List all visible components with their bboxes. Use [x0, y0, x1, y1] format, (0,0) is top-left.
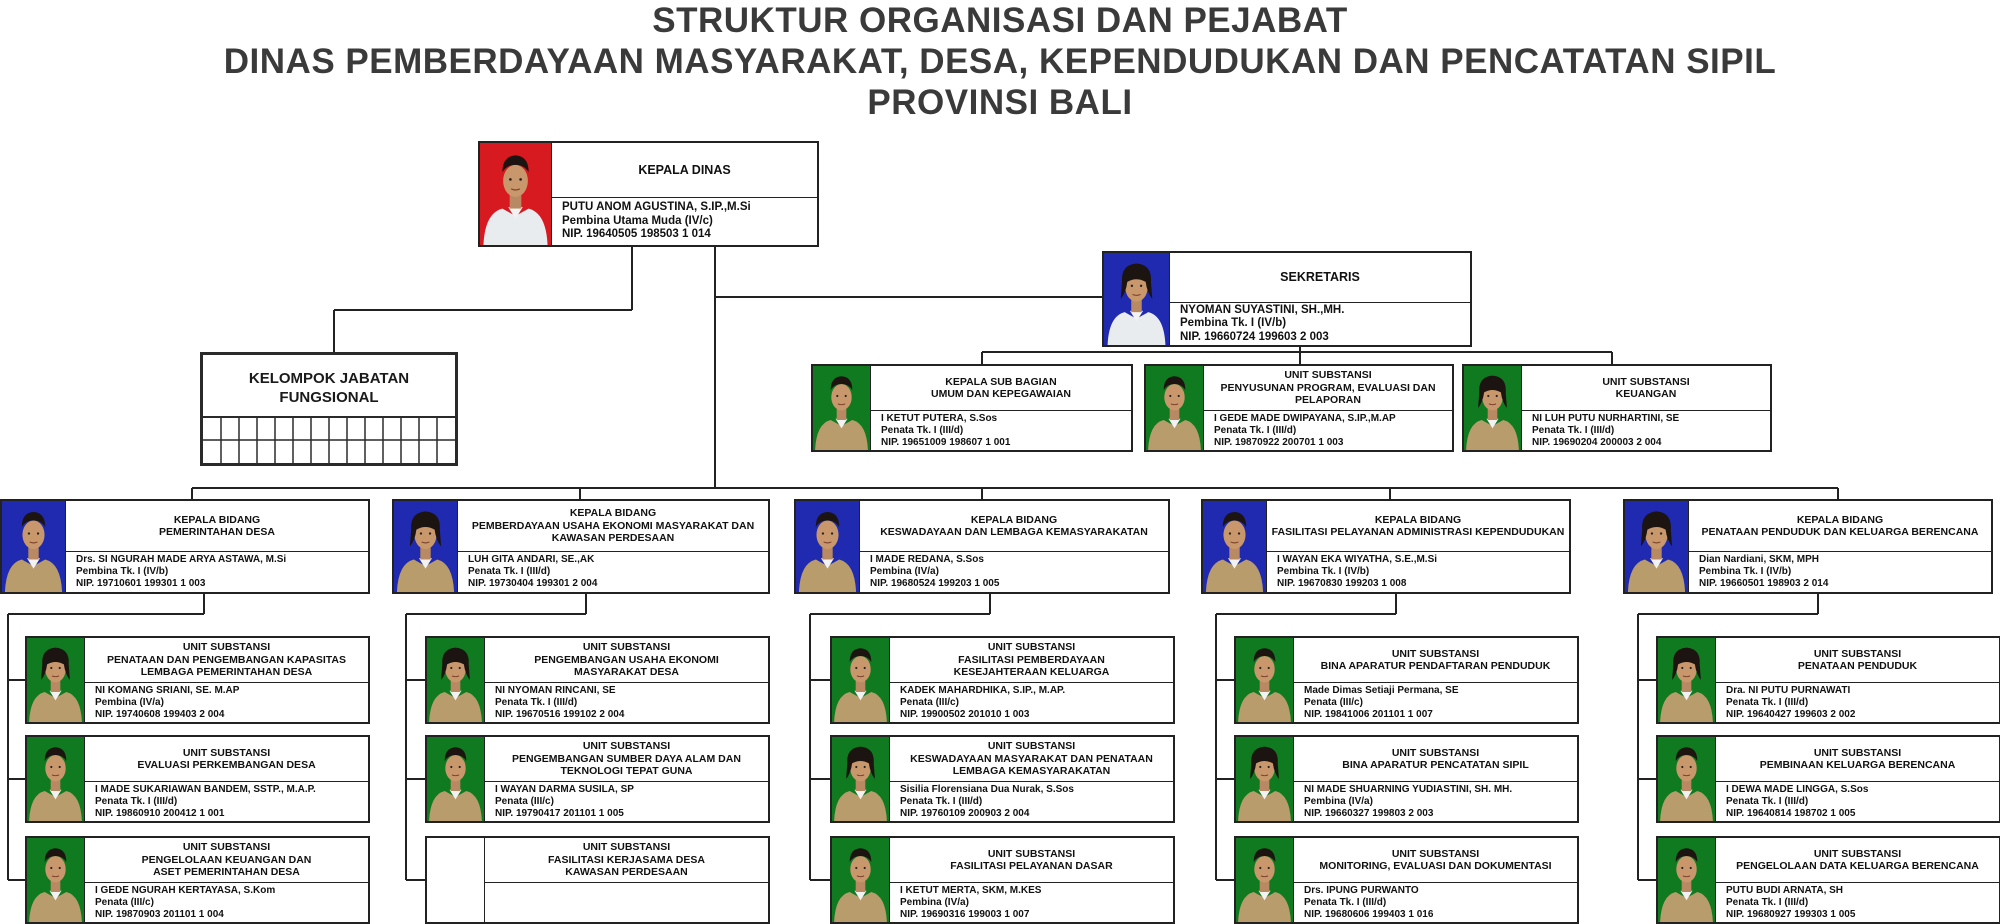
official-name: I GEDE NGURAH KERTAYASA, S.Kom: [95, 884, 276, 896]
official-nip: NIP. 19660327 199803 2 003: [1304, 807, 1434, 819]
position-title: [1267, 501, 1569, 552]
official-rank: Pembina (IV/a): [95, 696, 164, 708]
position-title: [1522, 366, 1770, 411]
position-title-line: UNIT SUBSTANSI: [582, 641, 671, 654]
official-photo: [1104, 253, 1170, 345]
official-photo: [427, 737, 485, 821]
official-rank: Penata (III/c): [95, 896, 154, 908]
position-title-line: KESWADAYAAN MASYARAKAT DAN PENATAAN: [910, 752, 1153, 765]
kelompok-jabatan-fungsional-box: [200, 352, 458, 466]
official-photo: [832, 638, 890, 722]
position-title-line: SEKRETARIS: [1280, 270, 1360, 285]
official-rank: Pembina (IV/a): [870, 566, 939, 577]
official-name: Drs. IPUNG PURWANTO: [1304, 884, 1419, 896]
position-title-line: KESWADAYAAN DAN LEMBAGA KEMASYARAKATAN: [880, 526, 1148, 538]
official-rank: Penata (III/c): [900, 696, 959, 708]
official-name: Made Dimas Setiaji Permana, SE: [1304, 684, 1459, 696]
position-title-line: UNIT SUBSTANSI: [1813, 847, 1902, 860]
position-title: [860, 501, 1168, 552]
position-title-line: KEUANGAN: [1615, 388, 1677, 400]
official-name: NI NYOMAN RINCANI, SE: [495, 684, 616, 696]
official-photo: [1236, 737, 1294, 821]
position-title: [890, 638, 1173, 683]
position-title: [1294, 737, 1577, 782]
position-title: [66, 501, 368, 552]
position-title: [1294, 638, 1577, 683]
official-rank: Pembina (IV/a): [900, 896, 969, 908]
position-title-line: FASILITASI PEMBERDAYAAN: [958, 653, 1105, 666]
official-name: NI MADE SHUARNING YUDIASTINI, SH. MH.: [1304, 783, 1513, 795]
official-nip: NIP. 19680524 199203 1 005: [870, 578, 1000, 589]
official-name: I WAYAN EKA WIYATHA, S.E.,M.Si: [1277, 554, 1438, 565]
official-name: Dian Nardiani, SKM, MPH: [1699, 554, 1820, 565]
position-title: [1716, 638, 1999, 683]
official-nip: NIP. 19730404 199301 2 004: [468, 578, 598, 589]
position-title-line: UNIT SUBSTANSI: [582, 740, 671, 753]
sekretariat-unit-card: [1144, 364, 1454, 452]
position-title-line: PENGELOLAAN KEUANGAN DAN: [141, 853, 312, 866]
unit-substansi-card: [1656, 836, 2000, 924]
official-photo: [480, 143, 552, 245]
official-photo: [27, 737, 85, 821]
official-rank: Penata Tk. I (III/d): [1726, 795, 1809, 807]
official-nip: NIP. 19870903 201101 1 004: [95, 908, 224, 920]
official-nip: NIP. 19660501 198903 2 014: [1699, 578, 1829, 589]
official-rank: Penata (III/c): [495, 795, 554, 807]
position-title-line: UNIT SUBSTANSI: [1602, 375, 1690, 388]
position-title-line: MASYARAKAT DESA: [573, 666, 679, 679]
position-title-line: UNIT SUBSTANSI: [182, 841, 271, 854]
official-nip: NIP. 19640427 199603 2 002: [1726, 708, 1856, 720]
official-rank: Pembina Tk. I (IV/b): [76, 566, 169, 577]
official-name: LUH GITA ANDARI, SE.,AK: [468, 554, 595, 565]
position-title: [485, 737, 768, 782]
official-nip: NIP. 19690204 200003 2 004: [1532, 436, 1662, 448]
official-nip: NIP. 19841006 201101 1 007: [1304, 708, 1433, 720]
fungsional-label-line1: KELOMPOK JABATAN: [248, 370, 410, 387]
official-name: Sisilia Florensiana Dua Nurak, S.Sos: [900, 783, 1074, 795]
official-rank: Penata Tk. I (III/d): [1304, 896, 1387, 908]
official-photo: [1236, 838, 1294, 922]
official-name: I MADE REDANA, S.Sos: [870, 554, 984, 565]
position-title: [85, 638, 368, 683]
position-title-line: LEMBAGA PEMERINTAHAN DESA: [140, 666, 313, 679]
official-name: NYOMAN SUYASTINI, SH.,MH.: [1180, 303, 1345, 316]
position-title: [552, 143, 817, 198]
position-title-line: UNIT SUBSTANSI: [582, 841, 671, 854]
unit-substansi-card: [425, 636, 770, 724]
official-nip: NIP. 19660724 199603 2 003: [1180, 330, 1329, 343]
official-photo: [796, 501, 860, 592]
official-nip: NIP. 19900502 201010 1 003: [900, 708, 1030, 720]
unit-substansi-card: [830, 636, 1175, 724]
unit-substansi-card: [1656, 735, 2000, 823]
position-title-line: FASILITASI PELAYANAN ADMINISTRASI KEPENDUDUKAN: [1271, 526, 1565, 538]
official-photo: [832, 737, 890, 821]
official-nip: NIP. 19640505 198503 1 014: [562, 228, 711, 241]
position-title: [1716, 737, 1999, 782]
position-title-line: UNIT SUBSTANSI: [182, 641, 271, 654]
position-title-line: PENATAAN PENDUDUK: [1797, 660, 1918, 672]
official-rank: Penata Tk. I (III/d): [900, 795, 983, 807]
fungsional-grid: [203, 416, 455, 463]
position-title-line: PEMBERDAYAAN USAHA EKONOMI MASYARAKAT DAN: [471, 519, 755, 532]
position-title-line: KEPALA SUB BAGIAN: [945, 375, 1057, 388]
unit-substansi-card: [1234, 735, 1579, 823]
position-title-line: KEPALA BIDANG: [1374, 513, 1462, 526]
official-photo: [1464, 366, 1522, 450]
position-title-line: UMUM DAN KEPEGAWAIAN: [930, 388, 1071, 400]
position-title: [890, 838, 1173, 883]
kepala-dinas-card: [478, 141, 819, 247]
official-nip: NIP. 19651009 198607 1 001: [881, 436, 1011, 448]
position-title-line: PENGEMBANGAN USAHA EKONOMI: [534, 653, 719, 666]
official-rank: Pembina (IV/a): [1304, 795, 1373, 807]
position-title-line: PEMERINTAHAN DESA: [159, 526, 275, 538]
official-name: I MADE SUKARIAWAN BANDEM, SSTP., M.A.P.: [95, 783, 316, 795]
unit-substansi-card: [830, 735, 1175, 823]
position-title-line: KAWASAN PERDESAAN: [551, 532, 675, 545]
position-title: [1204, 366, 1452, 411]
position-title-line: FASILITASI PELAYANAN DASAR: [950, 860, 1113, 872]
position-title-line: PENGELOLAAN DATA KELUARGA BERENCANA: [1736, 860, 1979, 872]
official-nip: NIP. 19870922 200701 1 003: [1214, 436, 1344, 448]
position-title-line: KEPALA BIDANG: [569, 507, 657, 520]
official-name: Dra. NI PUTU PURNAWATI: [1726, 684, 1851, 696]
official-name: Drs. SI NGURAH MADE ARYA ASTAWA, M.Si: [76, 554, 287, 565]
official-photo: [394, 501, 458, 592]
official-photo: [1203, 501, 1267, 592]
position-title: [1170, 253, 1470, 303]
sekretariat-unit-card: [811, 364, 1133, 452]
position-title-line: PENATAAN DAN PENGEMBANGAN KAPASITAS: [107, 653, 346, 666]
official-name: I DEWA MADE LINGGA, S.Sos: [1726, 783, 1869, 795]
fungsional-label-line2: FUNGSIONAL: [279, 389, 379, 406]
position-title-line: PENGEMBANGAN SUMBER DAYA ALAM DAN: [512, 752, 741, 765]
unit-substansi-card: [25, 836, 370, 924]
kepala-bidang-card: [794, 499, 1170, 594]
official-name: KADEK MAHARDHIKA, S.IP., M.AP.: [900, 684, 1066, 696]
sekretaris-card: [1102, 251, 1472, 347]
official-rank: Pembina Tk. I (IV/b): [1180, 317, 1287, 330]
position-title-line: UNIT SUBSTANSI: [1284, 369, 1372, 382]
kepala-bidang-card: [392, 499, 770, 594]
official-name: PUTU ANOM AGUSTINA, S.IP.,M.Si: [562, 201, 751, 214]
unit-substansi-card: [1656, 636, 2000, 724]
position-title-line: KEPALA DINAS: [638, 162, 731, 177]
position-title: [890, 737, 1173, 782]
kepala-bidang-card: [0, 499, 370, 594]
official-name: NI KOMANG SRIANI, SE. M.AP: [95, 684, 240, 696]
official-rank: Penata Tk. I (III/d): [95, 795, 178, 807]
official-photo: [1625, 501, 1689, 592]
position-title-line: LEMBAGA KEMASYARAKATAN: [952, 765, 1111, 778]
official-rank: Penata Tk. I (III/d): [1726, 696, 1809, 708]
official-photo: [27, 838, 85, 922]
official-nip: NIP. 19640814 198702 1 005: [1726, 807, 1856, 819]
position-title: [85, 838, 368, 883]
official-nip: NIP. 19690316 199003 1 007: [900, 908, 1030, 920]
official-rank: Penata Tk. I (III/d): [1726, 896, 1809, 908]
title-line-3: PROVINSI BALI: [867, 83, 1133, 122]
position-title-line: ASET PEMERINTAHAN DESA: [153, 866, 300, 879]
position-title-line: MONITORING, EVALUASI DAN DOKUMENTASI: [1319, 860, 1552, 872]
position-title-line: UNIT SUBSTANSI: [1391, 847, 1480, 860]
position-title-line: KAWASAN PERDESAAN: [565, 866, 688, 879]
official-nip: NIP. 19790417 201101 1 005: [495, 807, 624, 819]
official-name: PUTU BUDI ARNATA, SH: [1726, 884, 1844, 896]
official-rank: Penata (III/c): [1304, 696, 1363, 708]
title-line-1: STRUKTUR ORGANISASI DAN PEJABAT: [652, 1, 1348, 40]
official-rank: Penata Tk. I (III/d): [1214, 424, 1297, 436]
official-nip: NIP. 19760109 200903 2 004: [900, 807, 1030, 819]
official-rank: Pembina Utama Muda (IV/c): [562, 214, 713, 227]
official-photo: [2, 501, 66, 592]
official-rank: Penata Tk. I (III/d): [495, 696, 578, 708]
position-title-line: UNIT SUBSTANSI: [987, 740, 1076, 753]
position-title-line: UNIT SUBSTANSI: [987, 641, 1076, 654]
position-title-line: UNIT SUBSTANSI: [1813, 746, 1902, 759]
position-title: [458, 501, 768, 552]
official-nip: NIP. 19710601 199301 1 003: [76, 578, 206, 589]
unit-substansi-card: [1234, 836, 1579, 924]
position-title-line: KEPALA BIDANG: [970, 513, 1058, 526]
position-title: [85, 737, 368, 782]
official-photo: [1658, 737, 1716, 821]
position-title-line: UNIT SUBSTANSI: [1391, 746, 1480, 759]
position-title: [871, 366, 1131, 411]
official-rank: Penata Tk. I (III/d): [881, 424, 964, 436]
unit-substansi-card: [425, 836, 770, 924]
official-nip: NIP. 19680606 199403 1 016: [1304, 908, 1434, 920]
official-nip: NIP. 19740608 199403 2 004: [95, 708, 225, 720]
unit-substansi-card: [25, 636, 370, 724]
position-title-line: FASILITASI KERJASAMA DESA: [548, 853, 705, 866]
official-name: I KETUT MERTA, SKM, M.KES: [900, 884, 1042, 896]
official-photo: [1658, 838, 1716, 922]
position-title-line: PELAPORAN: [1295, 394, 1361, 407]
position-title: [1716, 838, 1999, 883]
photo-placeholder-empty: [427, 838, 485, 922]
position-title-line: BINA APARATUR PENCATATAN SIPIL: [1342, 759, 1529, 771]
official-photo: [813, 366, 871, 450]
unit-substansi-card: [830, 836, 1175, 924]
position-title: [485, 838, 768, 883]
official-rank: Penata Tk. I (III/d): [468, 566, 551, 577]
official-rank: Penata Tk. I (III/d): [1532, 424, 1615, 436]
position-title-line: KEPALA BIDANG: [173, 513, 261, 526]
unit-substansi-card: [425, 735, 770, 823]
position-title-line: KEPALA BIDANG: [1796, 513, 1884, 526]
position-title-line: UNIT SUBSTANSI: [1391, 647, 1480, 660]
kepala-bidang-card: [1201, 499, 1571, 594]
official-nip: NIP. 19670516 199102 2 004: [495, 708, 625, 720]
official-name: I KETUT PUTERA, S.Sos: [881, 412, 998, 424]
position-title: [1294, 838, 1577, 883]
official-nip: NIP. 19670830 199203 1 008: [1277, 578, 1407, 589]
official-name: NI LUH PUTU NURHARTINI, SE: [1532, 412, 1680, 424]
position-title-line: UNIT SUBSTANSI: [1813, 647, 1902, 660]
title-line-2: DINAS PEMBERDAYAAN MASYARAKAT, DESA, KEPENDUDUKAN DAN PENCATATAN SIPIL: [223, 42, 1777, 81]
official-rank: Pembina Tk. I (IV/b): [1277, 566, 1370, 577]
position-title-line: BINA APARATUR PENDAFTARAN PENDUDUK: [1320, 660, 1551, 672]
official-nip: NIP. 19860910 200412 1 001: [95, 807, 225, 819]
position-title-line: KESEJAHTERAAN KELUARGA: [953, 666, 1110, 679]
official-nip: NIP. 19680927 199303 1 005: [1726, 908, 1856, 920]
official-photo: [1236, 638, 1294, 722]
position-title-line: PEMBINAAN KELUARGA BERENCANA: [1759, 759, 1956, 771]
unit-substansi-card: [25, 735, 370, 823]
position-title-line: UNIT SUBSTANSI: [182, 746, 271, 759]
position-title-line: EVALUASI PERKEMBANGAN DESA: [137, 759, 316, 771]
official-photo: [1146, 366, 1204, 450]
position-title: [485, 638, 768, 683]
position-title-line: UNIT SUBSTANSI: [987, 847, 1076, 860]
position-title-line: PENYUSUNAN PROGRAM, EVALUASI DAN: [1220, 381, 1436, 394]
official-photo: [427, 638, 485, 722]
official-name: I GEDE MADE DWIPAYANA, S.IP.,M.AP: [1214, 412, 1396, 424]
position-title-line: PENATAAN PENDUDUK DAN KELUARGA BERENCANA: [1701, 526, 1979, 538]
official-name: I WAYAN DARMA SUSILA, SP: [495, 783, 634, 795]
official-photo: [1658, 638, 1716, 722]
sekretariat-unit-card: [1462, 364, 1772, 452]
official-photo: [832, 838, 890, 922]
unit-substansi-card: [1234, 636, 1579, 724]
kepala-bidang-card: [1623, 499, 1993, 594]
official-photo: [27, 638, 85, 722]
position-title: [1689, 501, 1991, 552]
official-rank: Pembina Tk. I (IV/b): [1699, 566, 1792, 577]
position-title-line: TEKNOLOGI TEPAT GUNA: [560, 765, 693, 778]
